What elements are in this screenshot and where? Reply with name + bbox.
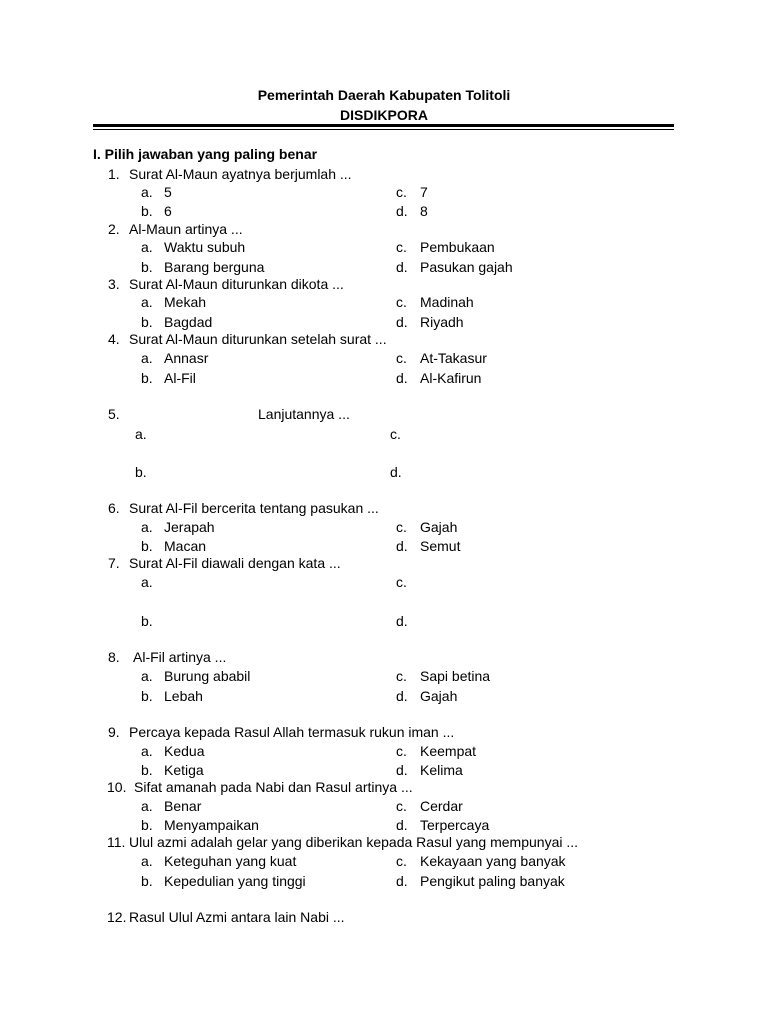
- option-a: Burung ababil: [164, 668, 251, 684]
- option-a: Jerapah: [164, 519, 215, 535]
- option-c: Gajah: [420, 519, 458, 535]
- option-letter: b.: [141, 203, 153, 219]
- question-text: Lanjutannya ...: [258, 406, 350, 422]
- option-letter: c.: [396, 853, 407, 869]
- question-text: Al-Maun artinya ...: [129, 221, 243, 237]
- option-a: Annasr: [164, 350, 209, 366]
- option-letter: d.: [396, 259, 408, 275]
- question-text: Surat Al-Fil diawali dengan kata ...: [129, 555, 341, 571]
- option-letter: c.: [390, 426, 401, 442]
- option-c: Kekayaan yang banyak: [420, 853, 566, 869]
- question-text: Surat Al-Maun diturunkan setelah surat ...: [129, 331, 387, 347]
- option-letter: a.: [141, 853, 153, 869]
- header-divider-thin: [93, 129, 674, 130]
- option-b: Macan: [164, 538, 207, 554]
- option-letter: b.: [141, 538, 153, 554]
- option-d: Riyadh: [420, 314, 464, 330]
- option-d: Terpercaya: [420, 817, 490, 833]
- option-letter: a.: [141, 743, 153, 759]
- option-d: Pasukan gajah: [420, 259, 513, 275]
- question-number: 10.: [107, 779, 127, 795]
- question-number: 9.: [108, 724, 120, 740]
- question-number: 8.: [108, 649, 120, 665]
- option-c: Madinah: [420, 294, 474, 310]
- option-letter: d.: [396, 538, 408, 554]
- option-b: Barang berguna: [164, 259, 265, 275]
- question-text: Surat Al-Fil bercerita tentang pasukan ...: [129, 500, 379, 516]
- option-letter: a.: [141, 519, 153, 535]
- option-c: 7: [420, 184, 428, 200]
- option-d: Pengikut paling banyak: [420, 873, 565, 889]
- question-number: 5.: [108, 406, 120, 422]
- option-letter: b.: [141, 314, 153, 330]
- option-a: Keteguhan yang kuat: [164, 853, 297, 869]
- question-text: Ulul azmi adalah gelar yang diberikan kepada Rasul yang mempunyai ...: [129, 834, 579, 850]
- option-d: Al-Kafirun: [420, 370, 482, 386]
- option-c: Pembukaan: [420, 239, 495, 255]
- option-letter: a.: [141, 798, 153, 814]
- option-letter: c.: [396, 574, 407, 590]
- question-number: 3.: [108, 276, 120, 292]
- option-letter: d.: [396, 613, 408, 629]
- header-subtitle: DISDIKPORA: [340, 107, 428, 123]
- option-letter: c.: [396, 519, 407, 535]
- option-letter: c.: [396, 798, 407, 814]
- question-number: 6.: [108, 500, 120, 516]
- option-c: At-Takasur: [420, 350, 487, 366]
- option-a: Kedua: [164, 743, 205, 759]
- question-text: Percaya kepada Rasul Allah termasuk rukun iman ...: [129, 724, 455, 740]
- question-text: Surat Al-Maun diturunkan dikota ...: [129, 276, 344, 292]
- option-letter: c.: [396, 350, 407, 366]
- option-a: Mekah: [164, 294, 207, 310]
- option-letter: b.: [141, 762, 153, 778]
- option-b: 6: [164, 203, 172, 219]
- option-letter: c.: [396, 743, 407, 759]
- option-d: 8: [420, 203, 428, 219]
- question-text: Rasul Ulul Azmi antara lain Nabi ...: [129, 909, 345, 925]
- option-b: Bagdad: [164, 314, 213, 330]
- option-a: 5: [164, 184, 172, 200]
- question-number: 12.: [107, 909, 127, 925]
- option-letter: a.: [141, 350, 153, 366]
- option-letter: d.: [396, 203, 408, 219]
- question-text: Sifat amanah pada Nabi dan Rasul artinya ...: [134, 779, 413, 795]
- option-letter: b.: [141, 873, 153, 889]
- option-letter: a.: [141, 239, 153, 255]
- header-title: Pemerintah Daerah Kabupaten Tolitoli: [257, 87, 511, 103]
- question-text: Surat Al-Maun ayatnya berjumlah ...: [129, 166, 352, 182]
- option-letter: a.: [141, 574, 153, 590]
- option-d: Kelima: [420, 762, 463, 778]
- option-letter: b.: [135, 464, 147, 480]
- option-letter: c.: [396, 294, 407, 310]
- option-letter: a.: [141, 184, 153, 200]
- option-letter: a.: [135, 426, 147, 442]
- question-number: 2.: [108, 221, 120, 237]
- option-letter: d.: [396, 873, 408, 889]
- option-c: Keempat: [420, 743, 477, 759]
- option-d: Gajah: [420, 688, 458, 704]
- option-d: Semut: [420, 538, 461, 554]
- question-text: Al-Fil artinya ...: [133, 649, 227, 665]
- option-letter: d.: [396, 370, 408, 386]
- option-c: Sapi betina: [420, 668, 491, 684]
- option-letter: a.: [141, 294, 153, 310]
- section-title: I. Pilih jawaban yang paling benar: [93, 146, 318, 162]
- question-number: 11.: [107, 834, 126, 850]
- option-letter: d.: [396, 762, 408, 778]
- question-number: 4.: [108, 331, 120, 347]
- option-letter: c.: [396, 668, 407, 684]
- option-a: Waktu subuh: [164, 239, 246, 255]
- question-number: 7.: [108, 555, 120, 571]
- option-b: Lebah: [164, 688, 203, 704]
- option-letter: b.: [141, 370, 153, 386]
- option-letter: b.: [141, 613, 153, 629]
- option-letter: b.: [141, 259, 153, 275]
- option-a: Benar: [164, 798, 202, 814]
- option-letter: b.: [141, 817, 153, 833]
- option-letter: d.: [396, 314, 408, 330]
- option-b: Ketiga: [164, 762, 204, 778]
- option-letter: c.: [396, 239, 407, 255]
- option-b: Al-Fil: [164, 370, 196, 386]
- option-letter: d.: [396, 688, 408, 704]
- option-b: Kepedulian yang tinggi: [164, 873, 306, 889]
- option-letter: d.: [390, 464, 402, 480]
- option-letter: b.: [141, 688, 153, 704]
- question-number: 1.: [108, 166, 120, 182]
- option-b: Menyampaikan: [164, 817, 259, 833]
- option-letter: d.: [396, 817, 408, 833]
- header-divider-thick: [93, 124, 674, 127]
- option-c: Cerdar: [420, 798, 463, 814]
- option-letter: a.: [141, 668, 153, 684]
- option-letter: c.: [396, 184, 407, 200]
